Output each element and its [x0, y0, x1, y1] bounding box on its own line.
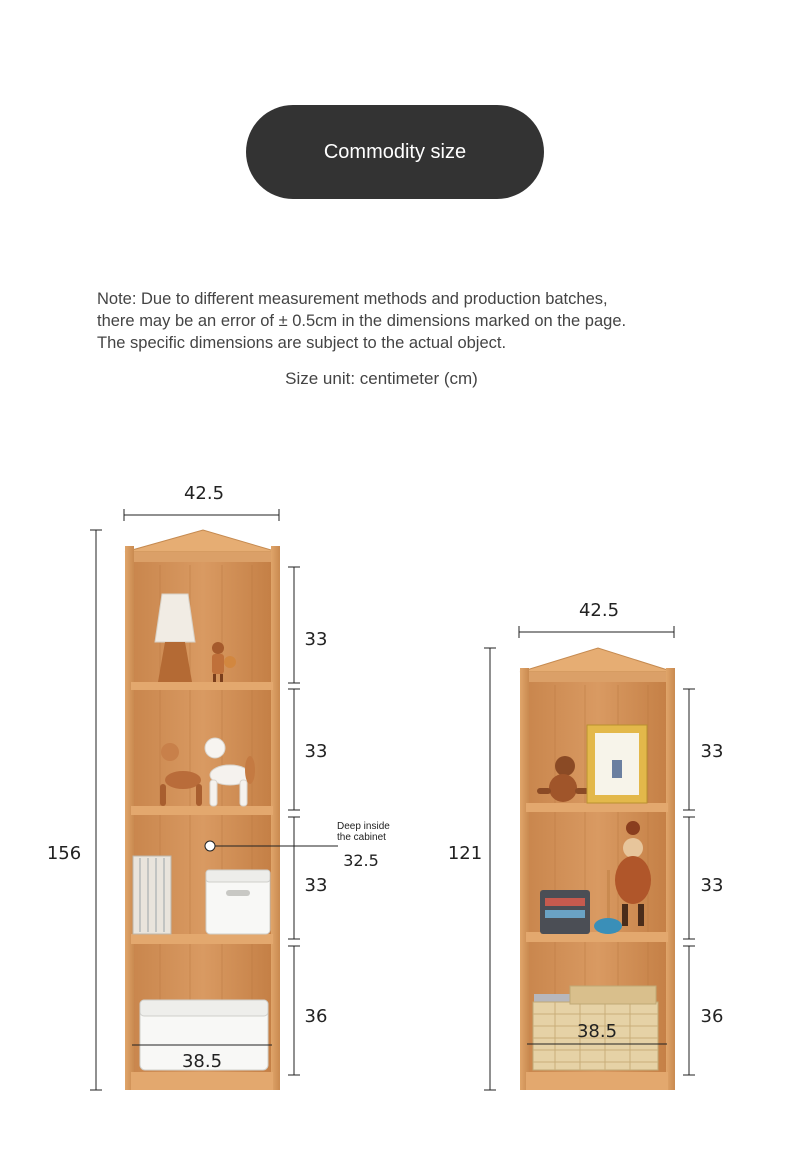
commodity-size-badge: Commodity size	[246, 105, 544, 199]
tall-top-board	[130, 552, 276, 562]
tall-roof	[125, 530, 278, 552]
tall-base	[131, 1072, 273, 1090]
lamp-decor	[155, 594, 195, 682]
short-compartment-1-label: 33	[700, 741, 724, 762]
note-line-3: The specific dimensions are subject to the actual object.	[97, 334, 507, 352]
tall-compartment-4-label: 36	[304, 1006, 328, 1027]
short-base	[526, 1072, 668, 1090]
short-left-side	[520, 668, 529, 1090]
tall-shelf-1	[131, 682, 273, 690]
tall-right-side	[271, 546, 280, 1090]
note-line-2: there may be an error of ± 0.5cm in the dimensions marked on the page.	[97, 312, 627, 330]
magazines-decor	[133, 856, 171, 934]
depth-label-line-2: the cabinet	[337, 832, 386, 843]
storage-box-decor	[206, 870, 270, 934]
short-right-side	[666, 668, 675, 1090]
size-unit-label: Size unit: centimeter (cm)	[285, 369, 478, 388]
tall-height-label: 156	[46, 843, 82, 864]
tall-compartment-3-label: 33	[304, 875, 328, 896]
note-line-1: Note: Due to different measurement methods and production batches,	[97, 290, 608, 308]
depth-value-label: 32.5	[343, 851, 379, 870]
tall-width-label: 42.5	[183, 483, 225, 504]
short-top-board	[525, 672, 671, 682]
short-inner-width-label: 38.5	[576, 1021, 618, 1042]
tall-compartment-1-label: 33	[304, 629, 328, 650]
picture-frame-decor	[587, 725, 647, 803]
depth-marker-icon	[205, 841, 215, 851]
tall-inner-width-label: 38.5	[181, 1051, 223, 1072]
short-width-label: 42.5	[578, 600, 620, 621]
tall-shelf-3	[131, 934, 273, 944]
short-compartment-2-label: 33	[700, 875, 724, 896]
short-roof	[520, 648, 674, 672]
tall-left-side	[125, 546, 134, 1090]
tall-shelf-2	[131, 806, 273, 815]
tall-compartment-2-label: 33	[304, 741, 328, 762]
tall-bookshelf	[125, 530, 280, 1090]
short-compartment-3-label: 36	[700, 1006, 724, 1027]
depth-label-line-1: Deep inside	[337, 821, 390, 832]
book-stack-decor	[540, 890, 590, 934]
short-shelf-1	[526, 803, 668, 812]
short-height-label: 121	[447, 843, 483, 864]
